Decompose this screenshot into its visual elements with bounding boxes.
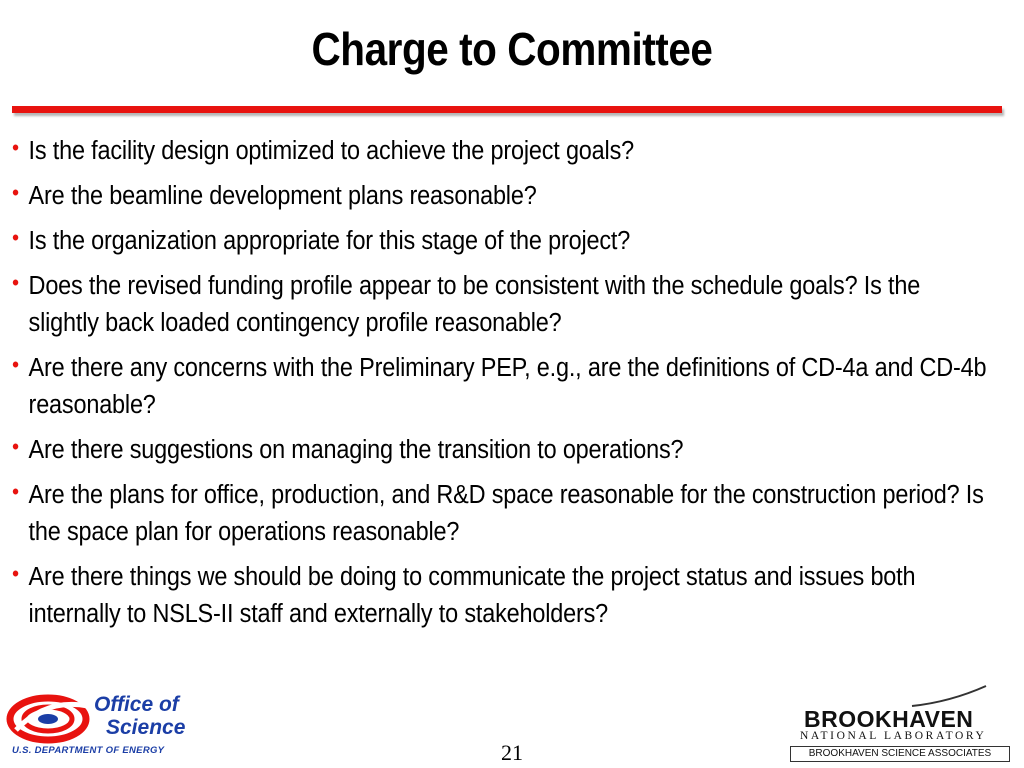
bullet-icon: • (12, 270, 19, 295)
title-rule (12, 106, 1002, 113)
brookhaven-associates-text: BROOKHAVEN SCIENCE ASSOCIATES (790, 746, 1010, 762)
page-number: 21 (501, 740, 523, 765)
bullet-icon: • (12, 479, 19, 504)
bullet-text: Are the beamline development plans reasonable? (28, 182, 537, 210)
bullet-text: Are the plans for office, production, and R&D space reasonable for the construction period? Is the space plan for operations reasonable? (28, 481, 984, 546)
bullet-icon: • (12, 135, 19, 160)
bullet-icon: • (12, 352, 19, 377)
bullet-icon: • (12, 180, 19, 205)
bullet-item (12, 133, 996, 170)
bullet-item (12, 477, 996, 551)
bullet-text: Are there suggestions on managing the transition to operations? (28, 436, 684, 464)
bullet-icon: • (12, 225, 19, 250)
doe-science-text: Science (106, 716, 186, 739)
bullet-list (12, 133, 1012, 641)
bullet-icon: • (12, 561, 19, 586)
bullet-item (12, 223, 996, 260)
brookhaven-logo (790, 684, 1018, 764)
bullet-text: Are there things we should be doing to communicate the project status and issues both internally to NSLS-II staff and externally to stakeholders? (28, 563, 916, 628)
bullet-item (12, 432, 996, 469)
bullet-item (12, 268, 996, 342)
doe-swirl-icon (6, 690, 98, 746)
brookhaven-name-text: BROOKHAVEN (804, 706, 974, 732)
bullet-item (12, 350, 996, 424)
bullet-icon: • (12, 434, 19, 459)
national-laboratory-text: NATIONAL LABORATORY (800, 730, 987, 742)
bullet-text: Is the organization appropriate for this stage of the project? (28, 227, 631, 255)
bullet-text: Are there any concerns with the Preliminary PEP, e.g., are the definitions of CD-4a and CD-4b reasonable? (28, 354, 987, 419)
bullet-text: Does the revised funding profile appear to be consistent with the schedule goals? Is the slightly back loaded contingency profile reasonable? (28, 272, 921, 337)
bullet-item (12, 559, 996, 633)
doe-department-text: U.S. DEPARTMENT OF ENERGY (12, 745, 165, 756)
doe-office-text: Office of (94, 693, 179, 716)
slide-title: Charge to Committee (311, 23, 713, 75)
bullet-text: Is the facility design optimized to achieve the project goals? (28, 137, 634, 165)
brookhaven-swoosh-icon (910, 684, 990, 708)
bullet-item (12, 178, 996, 215)
